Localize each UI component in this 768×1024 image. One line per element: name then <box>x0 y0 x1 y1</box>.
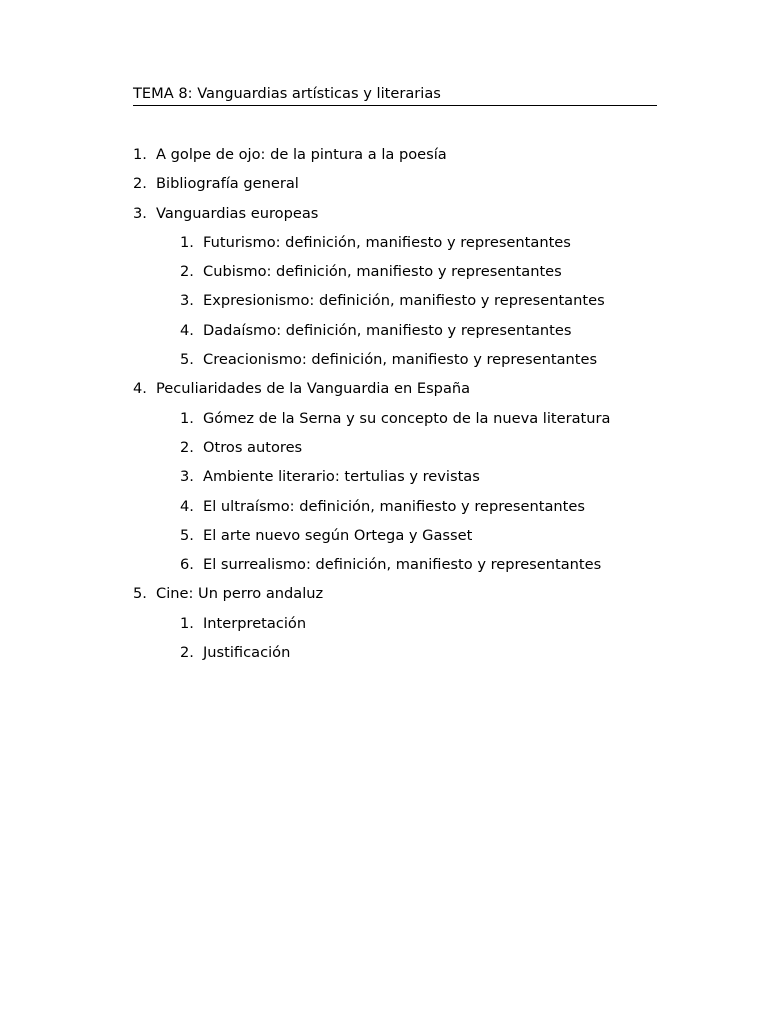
outline-item-number: 3. <box>133 204 147 222</box>
outline-subitem-number: 4. <box>180 321 194 339</box>
outline-subitem-text: Interpretación <box>203 614 307 632</box>
outline-item-text: A golpe de ojo: de la pintura a la poesía <box>156 146 447 163</box>
outline-subitem-number: 3. <box>180 292 194 310</box>
outline-subitem-number: 5. <box>180 351 194 369</box>
document-title: TEMA 8: Vanguardias artísticas y literarias <box>133 85 657 106</box>
outline-subitem-number: 2. <box>180 438 194 456</box>
outline-subitem-text: Dadaísmo: definición, manifiesto y representantes <box>203 321 572 339</box>
outline-subitem <box>133 526 693 555</box>
outline-subitem <box>133 497 693 526</box>
outline-subitem-text: Otros autores <box>203 438 303 456</box>
outline-subitem-number: 2. <box>180 263 194 281</box>
outline-subitem <box>133 438 693 467</box>
outline-subitem <box>133 233 693 262</box>
outline-subitem <box>133 643 693 672</box>
outline-subitem <box>133 350 693 379</box>
outline-item <box>133 145 693 174</box>
outline-item-number: 1. <box>133 146 147 163</box>
outline-subitem-text: Creacionismo: definición, manifiesto y representantes <box>203 351 598 369</box>
outline-subitem-text: Gómez de la Serna y su concepto de la nueva literatura <box>203 409 611 427</box>
outline-item-text: Vanguardias europeas <box>156 204 319 222</box>
outline-item <box>133 379 693 408</box>
outline-item <box>133 584 693 613</box>
outline-subitem-number: 1. <box>180 614 194 632</box>
outline-subitem-number: 1. <box>180 233 194 251</box>
outline-subitem <box>133 409 693 438</box>
outline-subitem-text: Ambiente literario: tertulias y revistas <box>203 468 480 486</box>
outline-subitem-number: 1. <box>180 409 194 427</box>
outline-subitem <box>133 555 693 584</box>
outline-subitem-text: Expresionismo: definición, manifiesto y representantes <box>203 292 605 310</box>
outline-item <box>133 174 693 203</box>
outline-item-number: 5. <box>133 585 147 603</box>
outline-subitem-number: 6. <box>180 556 194 574</box>
outline-subitem <box>133 614 693 643</box>
outline-subitem <box>133 291 693 320</box>
outline-subitem-text: El surrealismo: definición, manifiesto y representantes <box>203 556 602 574</box>
outline-subitem-number: 3. <box>180 468 194 486</box>
outline-subitem <box>133 321 693 350</box>
outline-subitem <box>133 262 693 291</box>
topic-outline <box>133 145 693 672</box>
outline-item-number: 4. <box>133 380 147 398</box>
outline-subitem-number: 2. <box>180 644 194 662</box>
outline-item-text: Cine: Un perro andaluz <box>156 585 324 603</box>
outline-subitem-text: El arte nuevo según Ortega y Gasset <box>203 526 473 544</box>
outline-subitem-text: El ultraísmo: definición, manifiesto y representantes <box>203 497 585 515</box>
outline-subitem-text: Futurismo: definición, manifiesto y representantes <box>203 233 571 251</box>
outline-item-text: Bibliografía general <box>156 175 299 193</box>
outline-subitem-text: Justificación <box>203 644 291 662</box>
outline-subitem-number: 4. <box>180 497 194 515</box>
outline-item-number: 2. <box>133 175 147 193</box>
outline-item <box>133 204 693 233</box>
outline-subitem-text: Cubismo: definición, manifiesto y representantes <box>203 263 562 281</box>
outline-item-text: Peculiaridades de la Vanguardia en España <box>156 380 471 398</box>
outline-subitem <box>133 467 693 496</box>
outline-subitem-number: 5. <box>180 526 194 544</box>
